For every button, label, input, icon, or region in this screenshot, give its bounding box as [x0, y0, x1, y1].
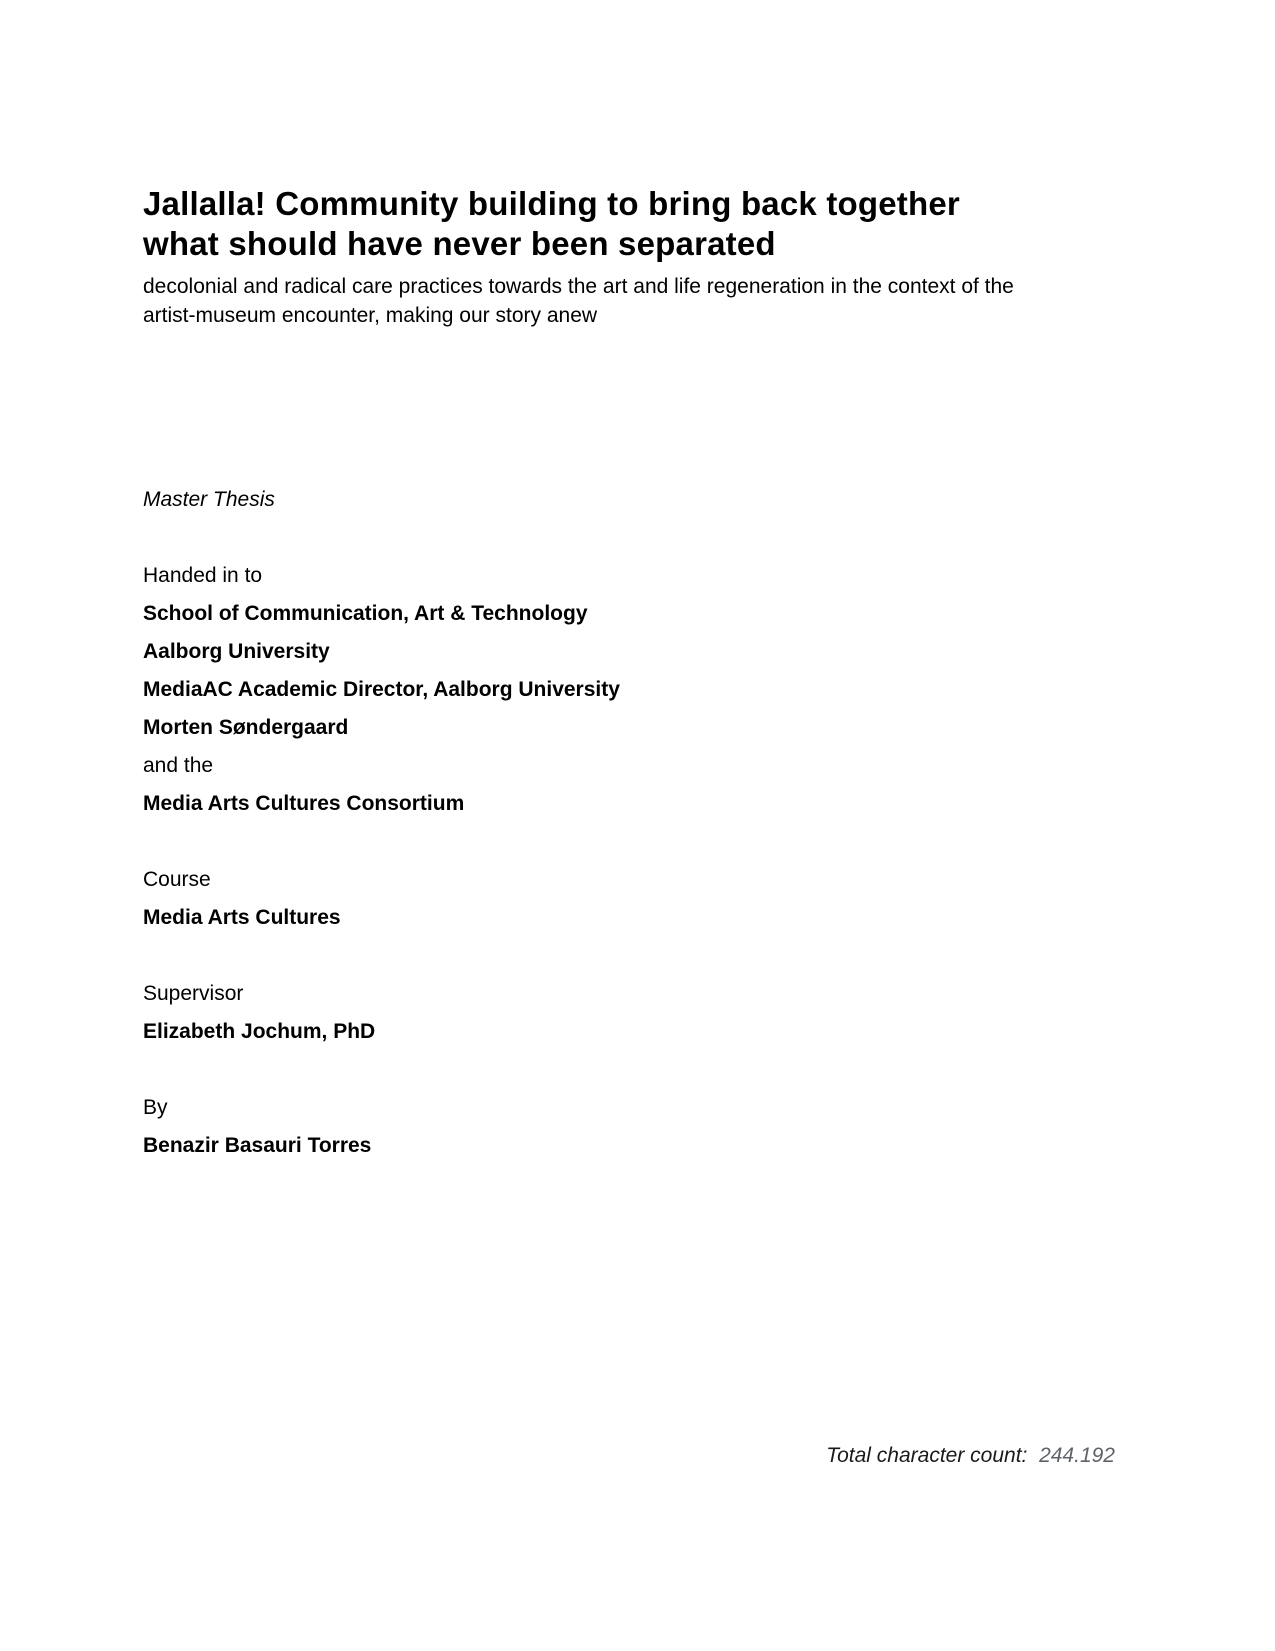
course-label: Course: [143, 868, 211, 891]
thesis-type: Master Thesis: [143, 488, 275, 511]
thesis-title: [143, 184, 1133, 264]
thesis-title-line-2: what should have never been separated: [143, 225, 776, 262]
handed-in-intro: Handed in to: [143, 564, 263, 587]
spacer: [143, 937, 1043, 975]
thesis-title-line-1: Jallalla! Community building to bring back together: [143, 185, 960, 222]
author-value: Benazir Basauri Torres: [143, 1134, 372, 1157]
spacer: [143, 1051, 1043, 1089]
course-value: Media Arts Cultures: [143, 906, 341, 929]
spacer: [143, 823, 1043, 861]
handed-in-director-role: MediaAC Academic Director, Aalborg University: [143, 678, 620, 701]
handed-in-director-name: Morten Søndergaard: [143, 716, 349, 739]
spacer: [143, 519, 1043, 557]
character-count-line: [826, 1444, 1115, 1468]
handed-in-school: School of Communication, Art & Technology: [143, 602, 588, 625]
character-count-label: Total character count:: [826, 1444, 1028, 1467]
handed-in-conjunction: and the: [143, 754, 214, 777]
thesis-subtitle: decolonial and radical care practices towards the art and life regeneration in the context of the artist-museum encounter, making our story anew: [143, 275, 1014, 327]
handed-in-consortium: Media Arts Cultures Consortium: [143, 792, 465, 815]
character-count-value: 244.192: [1039, 1444, 1115, 1467]
handed-in-university: Aalborg University: [143, 640, 330, 663]
supervisor-label: Supervisor: [143, 982, 244, 1005]
thesis-info-block: [143, 481, 1043, 1165]
supervisor-value: Elizabeth Jochum, PhD: [143, 1020, 376, 1043]
author-label: By: [143, 1096, 168, 1119]
